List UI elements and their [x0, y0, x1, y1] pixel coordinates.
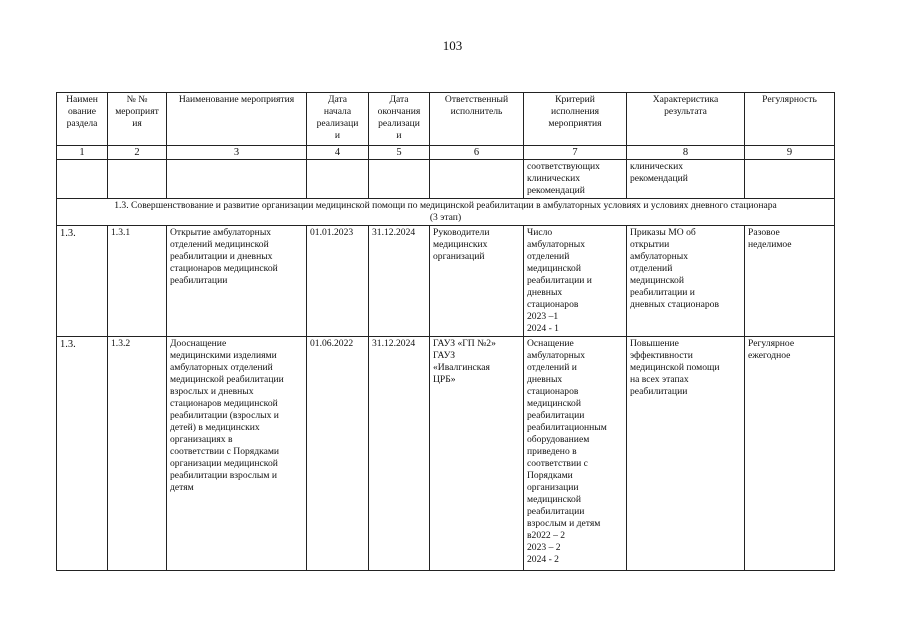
row-regularity: Разовое неделимое [745, 226, 835, 337]
row-measure-name: Дооснащение медицинскими изделиями амбулаторных отделений медицинской реабилитации взрослых и дневных стационаров медицинской реабилитации (взрослых и детей) в медицинских организациях в соответствии с Порядками организации медицинской реабилитации взрослым и детям [167, 336, 307, 570]
column-number: 3 [167, 146, 307, 160]
row-section: 1.3. [57, 336, 108, 570]
header-start-date: Дата начала реализаци и [307, 93, 369, 146]
row-number: 1.3.1 [108, 226, 167, 337]
row-result: Приказы МО об открытии амбулаторных отделений медицинской реабилитации и дневных стационаров [627, 226, 745, 337]
header-section: Наимен ование раздела [57, 93, 108, 146]
table-cell [108, 160, 167, 199]
measures-table [56, 92, 835, 571]
header-regularity: Регулярность [745, 93, 835, 146]
row-measure-name: Открытие амбулаторных отделений медицинской реабилитации и дневных стационаров медицинской реабилитации [167, 226, 307, 337]
column-number: 2 [108, 146, 167, 160]
column-number: 7 [524, 146, 627, 160]
continuation-criterion: соответствующих клинических рекомендаций [524, 160, 627, 199]
table-cell [745, 160, 835, 199]
table-cell [167, 160, 307, 199]
row-regularity: Регулярное ежегодное [745, 336, 835, 570]
header-result: Характеристика результата [627, 93, 745, 146]
column-number: 6 [430, 146, 524, 160]
table-cell [430, 160, 524, 199]
column-number-row [57, 146, 835, 160]
row-criterion: Число амбулаторных отделений медицинской реабилитации и дневных стационаров 2023 –1 2024 - 1 [524, 226, 627, 337]
row-number: 1.3.2 [108, 336, 167, 570]
column-number: 4 [307, 146, 369, 160]
column-number: 5 [369, 146, 430, 160]
header-end-date: Дата окончания реализаци и [369, 93, 430, 146]
header-row [57, 93, 835, 146]
header-criterion: Критерий исполнения мероприятия [524, 93, 627, 146]
table-cell [57, 160, 108, 199]
row-responsible: ГАУЗ «ГП №2» ГАУЗ «Ивалгинская ЦРБ» [430, 336, 524, 570]
continuation-result: клинических рекомендаций [627, 160, 745, 199]
column-number: 9 [745, 146, 835, 160]
section-title: 1.3. Совершенствование и развитие организации медицинской помощи по медицинской реабилитации в амбулаторных условиях и условиях дневного стационара (3 этап) [57, 199, 835, 226]
page-number: 103 [442, 38, 463, 53]
table-cell [307, 160, 369, 199]
section-row [57, 199, 835, 226]
row-result: Повышение эффективности медицинской помощи на всех этапах реабилитации [627, 336, 745, 570]
row-start-date: 01.06.2022 [307, 336, 369, 570]
row-end-date: 31.12.2024 [369, 336, 430, 570]
row-end-date: 31.12.2024 [369, 226, 430, 337]
header-measure-name: Наименование мероприятия [167, 93, 307, 146]
column-number: 1 [57, 146, 108, 160]
row-responsible: Руководители медицинских организаций [430, 226, 524, 337]
continuation-row [57, 160, 835, 199]
table-row [57, 336, 835, 570]
row-start-date: 01.01.2023 [307, 226, 369, 337]
table-cell [369, 160, 430, 199]
row-criterion: Оснащение амбулаторных отделений и дневных стационаров медицинской реабилитации реабилитационным оборудованием приведено в соответствии с Порядками организации медицинской реабилитации взрослым и детям в2022 – 2 2023 – 2 2024 - 2 [524, 336, 627, 570]
column-number: 8 [627, 146, 745, 160]
header-number: № № мероприят ия [108, 93, 167, 146]
table-row [57, 226, 835, 337]
header-responsible: Ответственный исполнитель [430, 93, 524, 146]
row-section: 1.3. [57, 226, 108, 337]
